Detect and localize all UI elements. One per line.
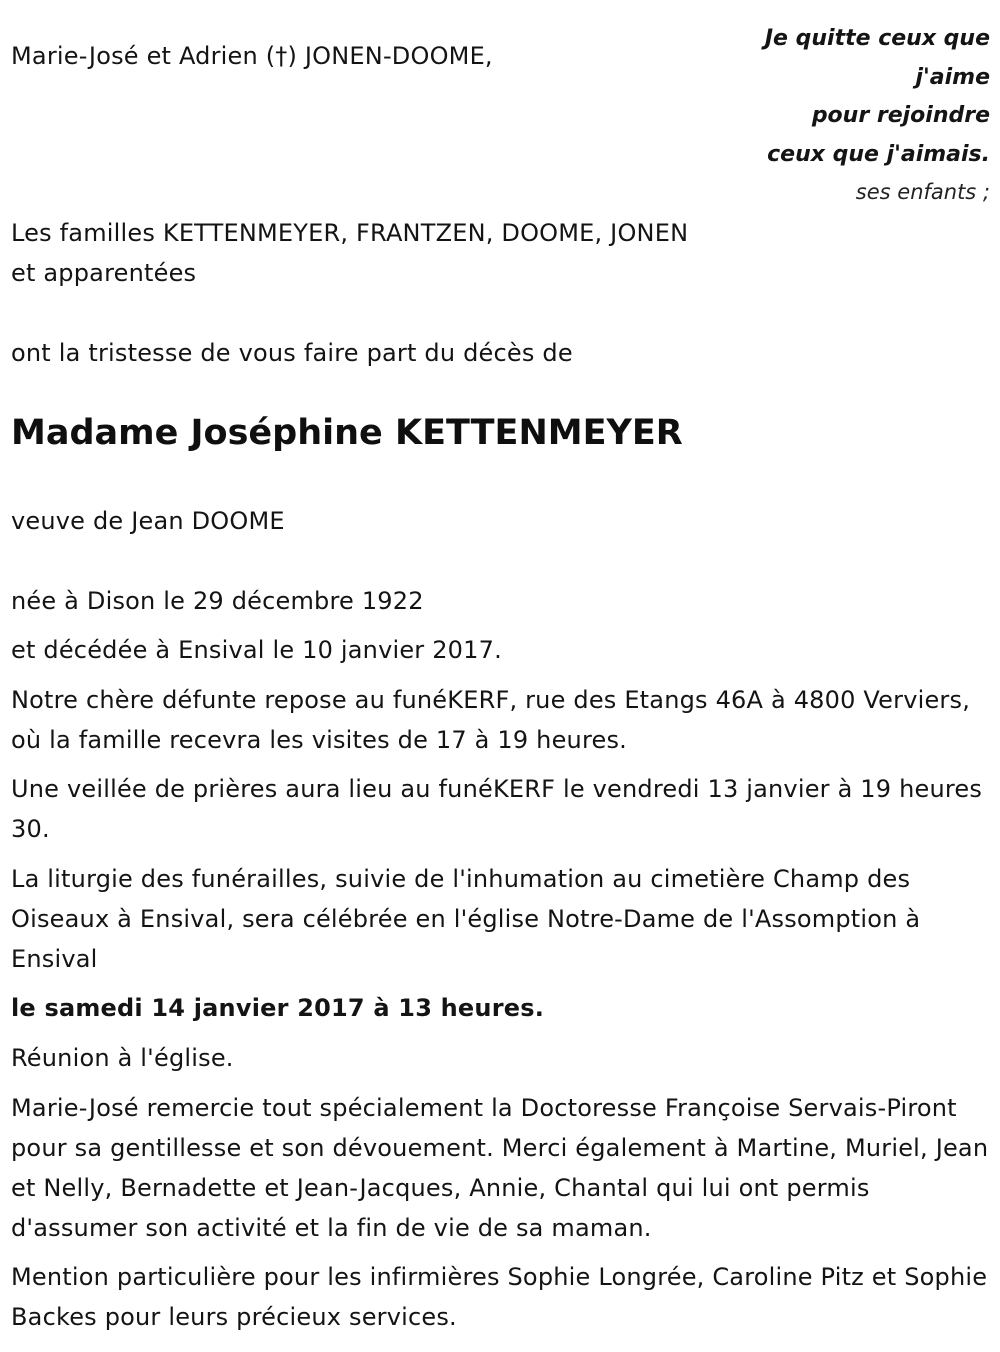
families-line-1: Les familles KETTENMEYER, FRANTZEN, DOOME, JONEN xyxy=(11,219,689,247)
liturgy-paragraph: La liturgie des funérailles, suivie de l'inhumation au cimetière Champ des Oiseaux à Ensival, sera célébrée en l'église Notre-Dame de l'Assomption à Ensival xyxy=(11,865,921,973)
birth-info: née à Dison le 29 décembre 1922 xyxy=(11,587,424,615)
quote-line: Je quitte ceux que xyxy=(764,26,990,51)
deceased-name: Madame Joséphine KETTENMEYER xyxy=(11,413,683,453)
vigil-paragraph: Une veillée de prières aura lieu au funéKERF le vendredi 13 janvier à 19 heures 30. xyxy=(11,775,983,843)
families-line-2: et apparentées xyxy=(11,259,197,287)
funeral-date: le samedi 14 janvier 2017 à 13 heures. xyxy=(11,994,545,1022)
thanks-paragraph: Marie-José remercie tout spécialement la Doctoresse Françoise Servais-Piront pour sa gentillesse et son dévouement. Merci également à Martine, Muriel, Jean et Nelly, Bernadette et Jean-Jacques, Annie, Chantal qui lui ont permis d'assumer son activité et la fin de vie de sa maman. xyxy=(11,1094,989,1242)
epitaph-quote xyxy=(660,20,990,210)
quote-line: j'aime xyxy=(915,64,990,90)
mention-paragraph: Mention particulière pour les infirmières Sophie Longrée, Caroline Pitz et Sophie Backes pour leurs précieux services. xyxy=(11,1263,988,1331)
widow-of: veuve de Jean DOOME xyxy=(11,507,285,535)
announcement-text: ont la tristesse de vous faire part du décès de xyxy=(11,339,573,367)
meeting-info: Réunion à l'église. xyxy=(11,1044,234,1072)
repose-paragraph: Notre chère défunte repose au funéKERF, rue des Etangs 46A à 4800 Verviers, où la famille recevra les visites de 17 à 19 heures. xyxy=(11,686,971,754)
death-info: et décédée à Ensival le 10 janvier 2017. xyxy=(11,636,502,664)
quote-line: ceux que j'aimais. xyxy=(767,141,990,167)
quote-attribution: ses enfants ; xyxy=(855,180,990,204)
family-header: Marie-José et Adrien (†) JONEN-DOOME, xyxy=(11,42,493,70)
quote-line: pour rejoindre xyxy=(811,103,990,128)
